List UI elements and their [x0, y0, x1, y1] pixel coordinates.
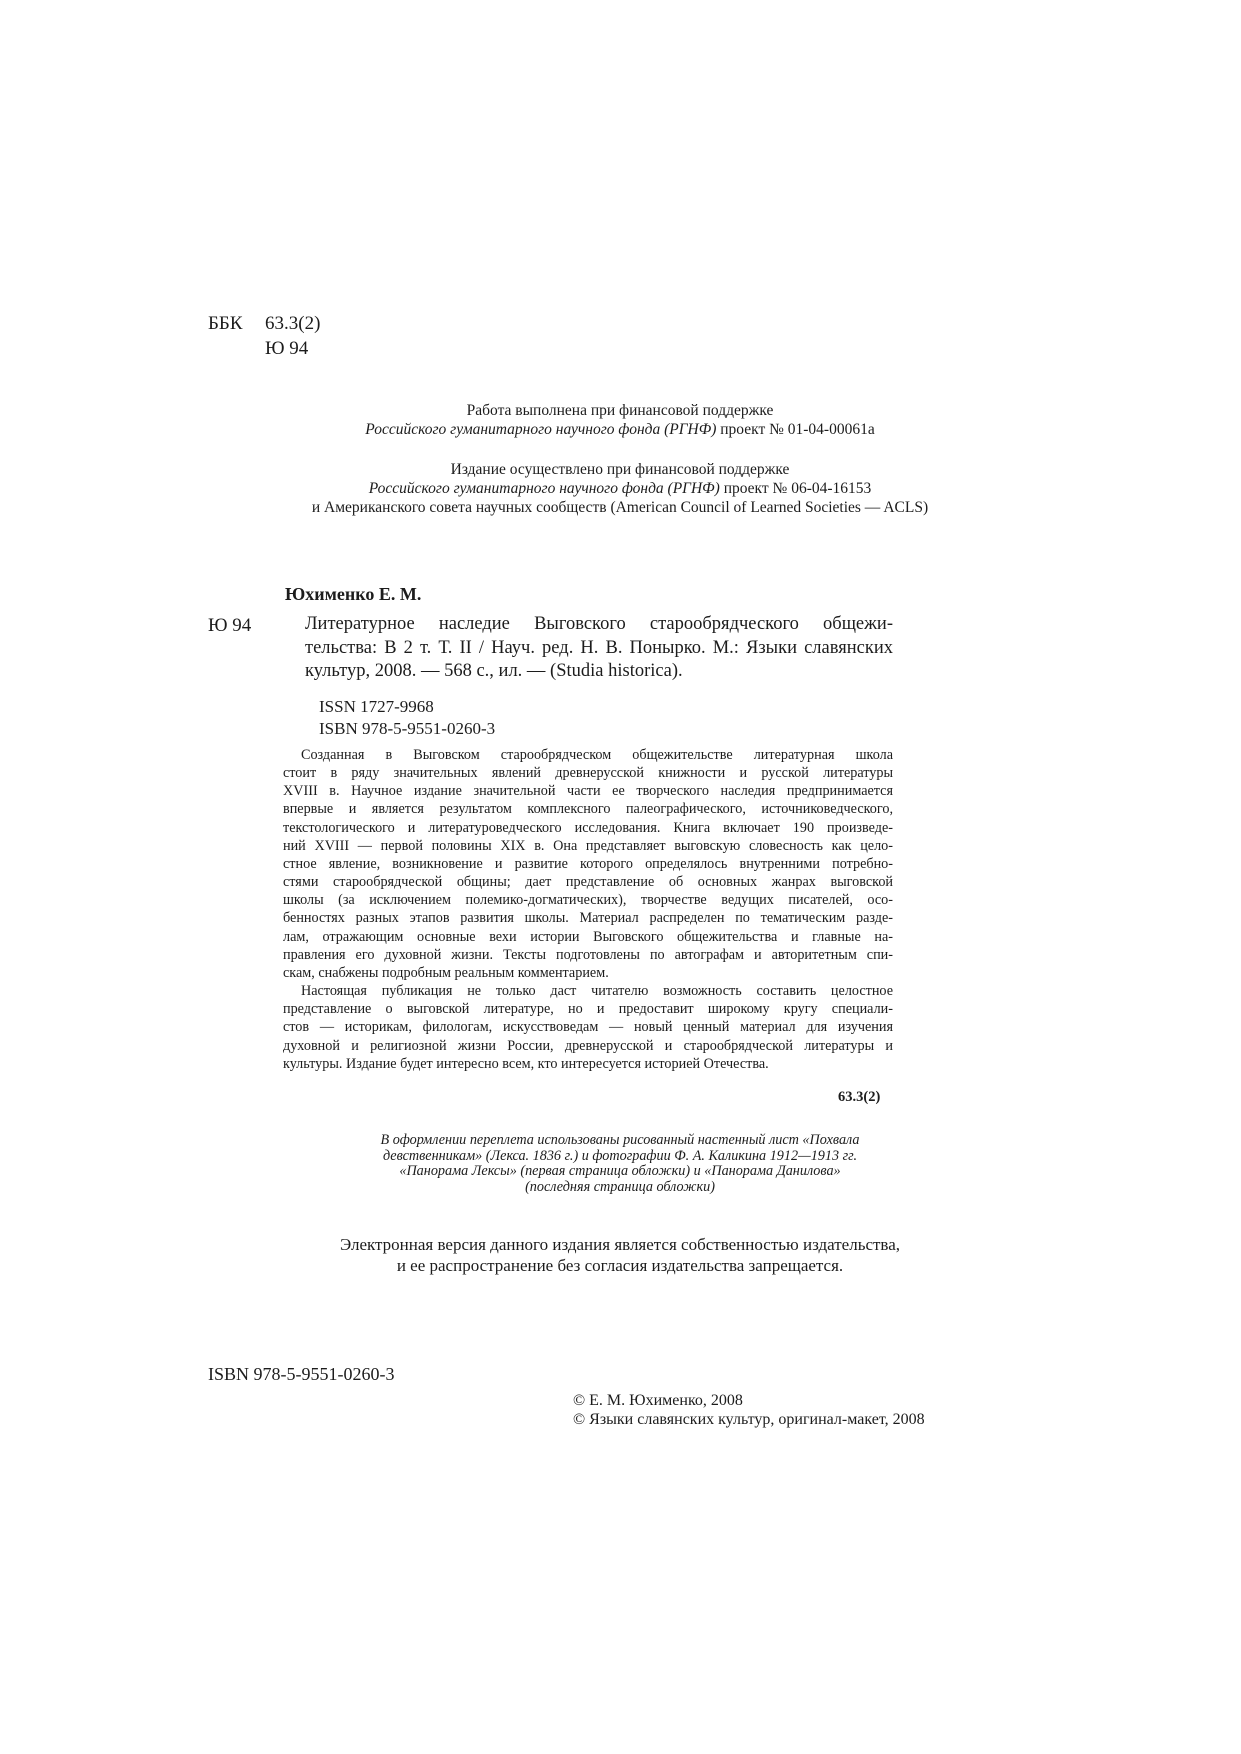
copyright-publisher: © Языки славянских культур, оригинал-макет, 2008: [573, 1411, 925, 1428]
electronic-version-notice: [200, 1234, 1040, 1276]
abstract-line: стов — историкам, филологам, искусствоведам — новый ценный материал для изучения: [283, 1019, 893, 1036]
funding-block-2: [200, 460, 1040, 517]
abstract-bbk-code: 63.3(2): [838, 1089, 881, 1105]
cover-note-line: «Панорама Лексы» (первая страница обложки) и «Панорама Данилова»: [399, 1163, 841, 1179]
abstract-line: XVIII в. Научное издание значительной части ее творческого наследия предпринимается: [283, 783, 893, 800]
abstract-line: лам, отражающим основные вехи истории Выговского общежительства и главные на-: [283, 928, 893, 945]
abstract-line: школы (за исключением полемико-догматических), творчестве ведущих писателей, осо-: [283, 892, 893, 909]
notice-line: Электронная версия данного издания является собственностью издательства,: [339, 1235, 901, 1254]
abstract-line: Настоящая публикация не только даст читателю возможность составить целостное: [301, 983, 893, 1000]
abstract-line: Созданная в Выговском старообрядческом общежительстве литературная школа: [301, 747, 893, 763]
funding-2-fund-name: Российского гуманитарного научного фонда (РГНФ): [368, 480, 720, 497]
abstract-line: духовной и религиозной жизни России, древнерусской и старообрядческой литературы и: [283, 1037, 893, 1054]
funding-1-project: проект № 01-04-00061а: [716, 421, 875, 438]
catalog-mark: Ю 94: [208, 615, 252, 636]
cover-note-line: девственникам» (Лекса. 1836 г.) и фотографии Ф. А. Каликина 1912—1913 гг.: [382, 1147, 858, 1164]
abstract-line: ний XVIII — первой половины XIX в. Она представляет выговскую словесность как цело-: [283, 837, 893, 854]
funding-block-1: [200, 401, 1040, 439]
copyright-author: © Е. М. Юхименко, 2008: [573, 1392, 743, 1409]
abstract-line: скам, снабжены подробным реальным комментарием.: [283, 964, 609, 981]
funding-2-project: проект № 06-04-16153: [719, 480, 872, 497]
issn: ISSN 1727-9968: [319, 697, 434, 716]
bbk-author-mark: Ю 94: [265, 338, 309, 359]
abstract-line: текстологического и литературоведческого исследования. Книга включает 190 произведе-: [283, 819, 893, 836]
funding-1-fund-name: Российского гуманитарного научного фонда (РГНФ): [365, 421, 717, 438]
abstract-line: бенностях разных этапов развития школы. Материал распределен по тематическим разде-: [283, 910, 893, 927]
cover-note: [200, 1133, 1040, 1195]
catalog-author: Юхименко Е. М.: [285, 584, 422, 604]
abstract-line: представление о выговской литературе, но и предоставит широкому кругу специали-: [283, 1001, 893, 1018]
funding-2-line-3: и Американского совета научных сообществ (American Council of Learned Societies — ACLS): [311, 499, 929, 516]
abstract-line: стное явление, возникновение и развитие которого определялось внутренними потребно-: [283, 855, 893, 872]
isbn-bottom: ISBN 978-5-9551-0260-3: [208, 1364, 395, 1384]
cover-note-line: (последняя страница обложки): [525, 1178, 715, 1195]
abstract-line: впервые и является результатом комплексного палеографического, источниковедческого,: [283, 801, 893, 818]
bbk-code: 63.3(2): [265, 313, 321, 334]
abstract-line: культуры. Издание будет интересно всем, кто интересуется историей Отечества.: [283, 1055, 769, 1072]
bbk-label: ББК: [208, 313, 243, 334]
bibliographic-description: [305, 613, 893, 684]
abstract-line: правления его духовной жизни. Тексты подготовлены по автографам и авторитетным спи-: [283, 946, 893, 963]
isbn-card: ISBN 978-5-9551-0260-3: [319, 719, 496, 738]
funding-2-line-1: Издание осуществлено при финансовой поддержке: [450, 461, 790, 478]
abstract-line: стоит в ряду значительных явлений древнерусской книжности и русской литературы: [283, 765, 893, 782]
bib-line: Литературное наследие Выговского старообрядческого общежи-: [305, 614, 893, 634]
funding-1-line-2: [200, 420, 1040, 439]
abstract: [283, 746, 893, 1073]
abstract-line: стями старообрядческой общины; дает представление об основных жанрах выговской: [283, 874, 893, 891]
notice-line: и ее распространение без согласия издательства запрещается.: [396, 1256, 844, 1275]
funding-1-line-1: Работа выполнена при финансовой поддержке: [466, 402, 774, 419]
bib-line: культур, 2008. — 568 с., ил. — (Studia historica).: [305, 661, 683, 681]
cover-note-line: В оформлении переплета использованы рисованный настенный лист «Похвала: [380, 1132, 860, 1148]
funding-2-line-2: [200, 479, 1040, 498]
bib-line: тельства: В 2 т. Т. II / Науч. ред. Н. В. Понырко. М.: Языки славянских: [305, 637, 893, 658]
